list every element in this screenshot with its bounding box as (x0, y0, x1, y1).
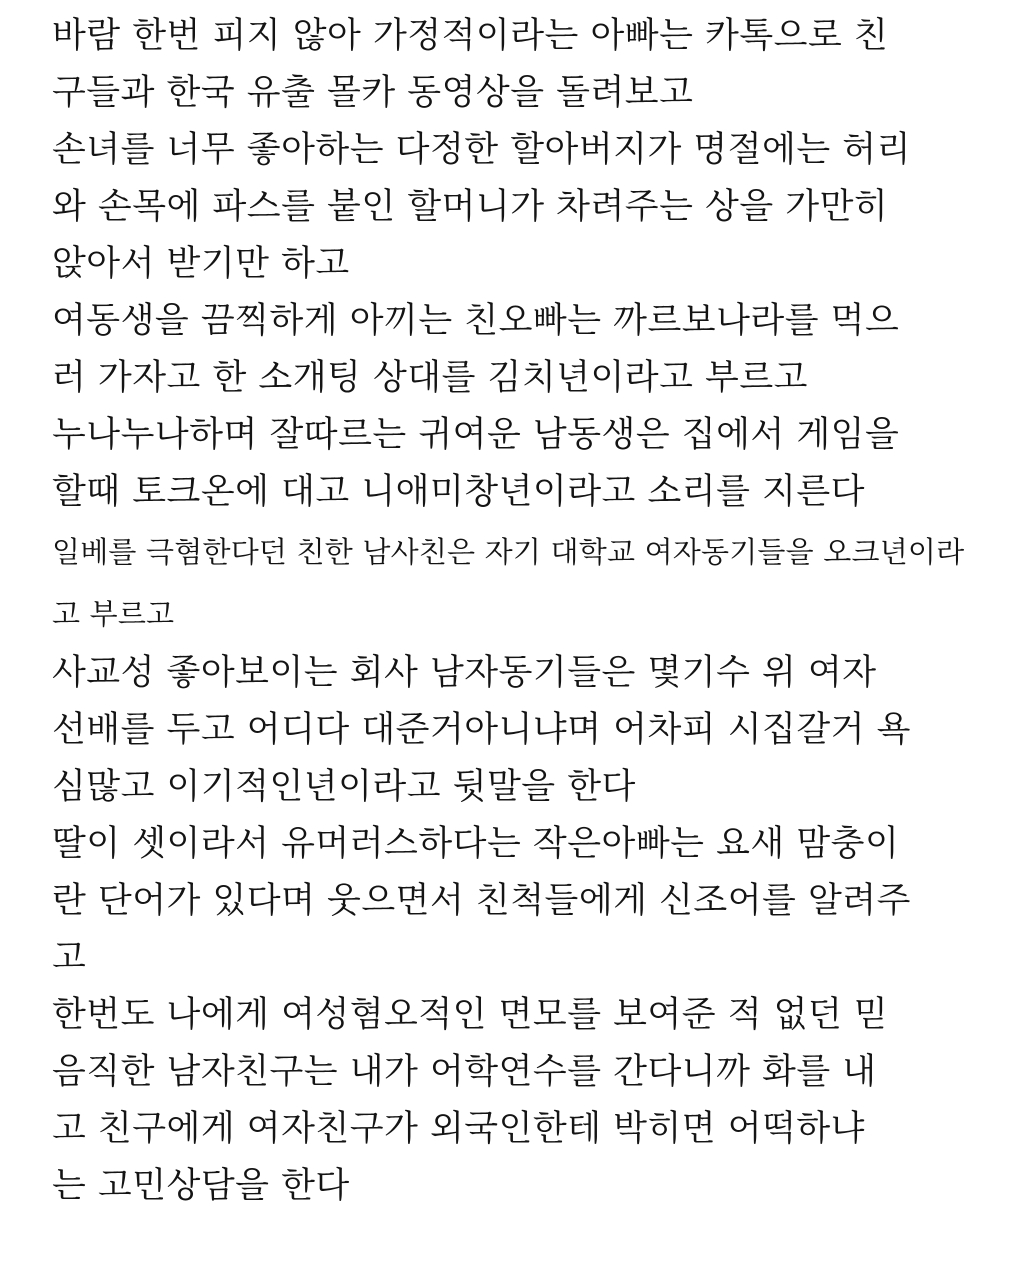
text-line: 손녀를 너무 좋아하는 다정한 할아버지가 명절에는 허리 (52, 130, 911, 170)
text-line: 고 (52, 938, 87, 978)
text-line: 란 단어가 있다며 웃으면서 친척들에게 신조어를 알려주 (52, 881, 911, 921)
text-line: 음직한 남자친구는 내가 어학연수를 간다니까 화를 내 (52, 1052, 877, 1092)
text-line: 딸이 셋이라서 유머러스하다는 작은아빠는 요새 맘충이 (52, 824, 900, 864)
text-line: 앉아서 받기만 하고 (52, 244, 350, 284)
text-line: 여동생을 끔찍하게 아끼는 친오빠는 까르보나라를 먹으 (52, 301, 900, 341)
text-line: 한번도 나에게 여성혐오적인 면모를 보여준 적 없던 믿 (52, 995, 889, 1035)
text-line: 할때 토크온에 대고 니애미창년이라고 소리를 지른다 (52, 472, 865, 512)
text-line: 사교성 좋아보이는 회사 남자동기들은 몇기수 위 여자 (52, 653, 877, 693)
text-line: 는 고민상담을 한다 (52, 1166, 350, 1206)
text-line-small: 일베를 극혐한다던 친한 남사친은 자기 대학교 여자동기들을 오크년이라 (52, 535, 965, 569)
text-line: 선배를 두고 어디다 대준거아니냐며 어차피 시집갈거 욕 (52, 710, 911, 750)
text-line-small: 고 부르고 (52, 597, 175, 631)
text-line: 심많고 이기적인년이라고 뒷말을 한다 (52, 767, 636, 807)
document-body (52, 8, 1012, 1215)
text-line: 러 가자고 한 소개팅 상대를 김치년이라고 부르고 (52, 358, 808, 398)
text-line: 누나누나하며 잘따르는 귀여운 남동생은 집에서 게임을 (52, 415, 900, 455)
text-line: 고 친구에게 여자친구가 외국인한테 박히면 어떡하냐 (52, 1109, 865, 1149)
text-line: 와 손목에 파스를 붙인 할머니가 차려주는 상을 가만히 (52, 187, 889, 227)
text-line: 구들과 한국 유출 몰카 동영상을 돌려보고 (52, 73, 694, 113)
text-line: 바람 한번 피지 않아 가정적이라는 아빠는 카톡으로 친 (52, 16, 889, 56)
